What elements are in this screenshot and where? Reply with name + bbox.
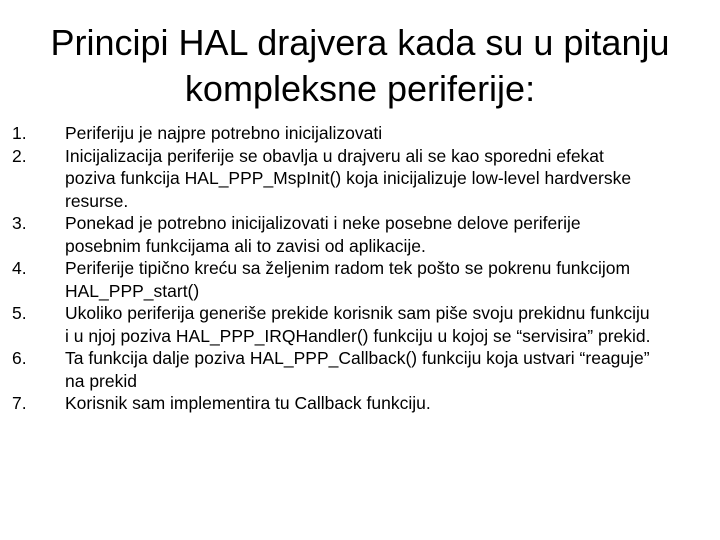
list-item (12, 392, 652, 415)
list-item-number: 1. (12, 123, 27, 143)
list-item-number: 5. (12, 303, 27, 323)
numbered-list (12, 122, 652, 415)
list-item-text: Ponekad je potrebno inicijalizovati i neke posebne delove periferije posebnim funkcijama ali to zavisi od aplikacije. (65, 213, 581, 256)
list-item-number: 6. (12, 348, 27, 368)
title-line-1: Principi HAL drajvera kada su u pitanju (50, 22, 670, 63)
list-item (12, 212, 652, 257)
list-item-number: 2. (12, 145, 27, 166)
list-item-text: Korisnik sam implementira tu Callback funkciju. (65, 393, 431, 413)
slide-title (40, 20, 680, 112)
list-item-number: 7. (12, 393, 27, 413)
list-item (12, 257, 652, 302)
list-item-text: Ukoliko periferija generiše prekide korisnik sam piše svoju prekidnu funkciju i u njoj poziva HAL_PPP_IRQHandler() funkciju u kojoj se “servisira” prekid. (65, 303, 651, 346)
list-item (12, 347, 652, 392)
list-item-number: 4. (12, 258, 27, 278)
list-item-text: Inicijalizacija periferije se obavlja u drajveru ali se kao sporedni efekat poziva funkcija HAL_PPP_MspInit() koja inicijalizuje low-level hardverske resurse. (65, 145, 632, 211)
list-item (12, 302, 652, 347)
list-item (12, 145, 652, 213)
list-item-text: Periferije tipično kreću sa željenim radom tek pošto se pokrenu funkcijom HAL_PPP_start() (65, 258, 631, 301)
list-item-text: Periferiju je najpre potrebno inicijalizovati (65, 123, 383, 143)
title-line-2: kompleksne periferije: (184, 68, 536, 109)
list-item-text: Ta funkcija dalje poziva HAL_PPP_Callback() funkciju koja ustvari “reaguje” na prekid (65, 348, 650, 391)
list-item-number: 3. (12, 213, 27, 233)
list-item (12, 122, 652, 145)
